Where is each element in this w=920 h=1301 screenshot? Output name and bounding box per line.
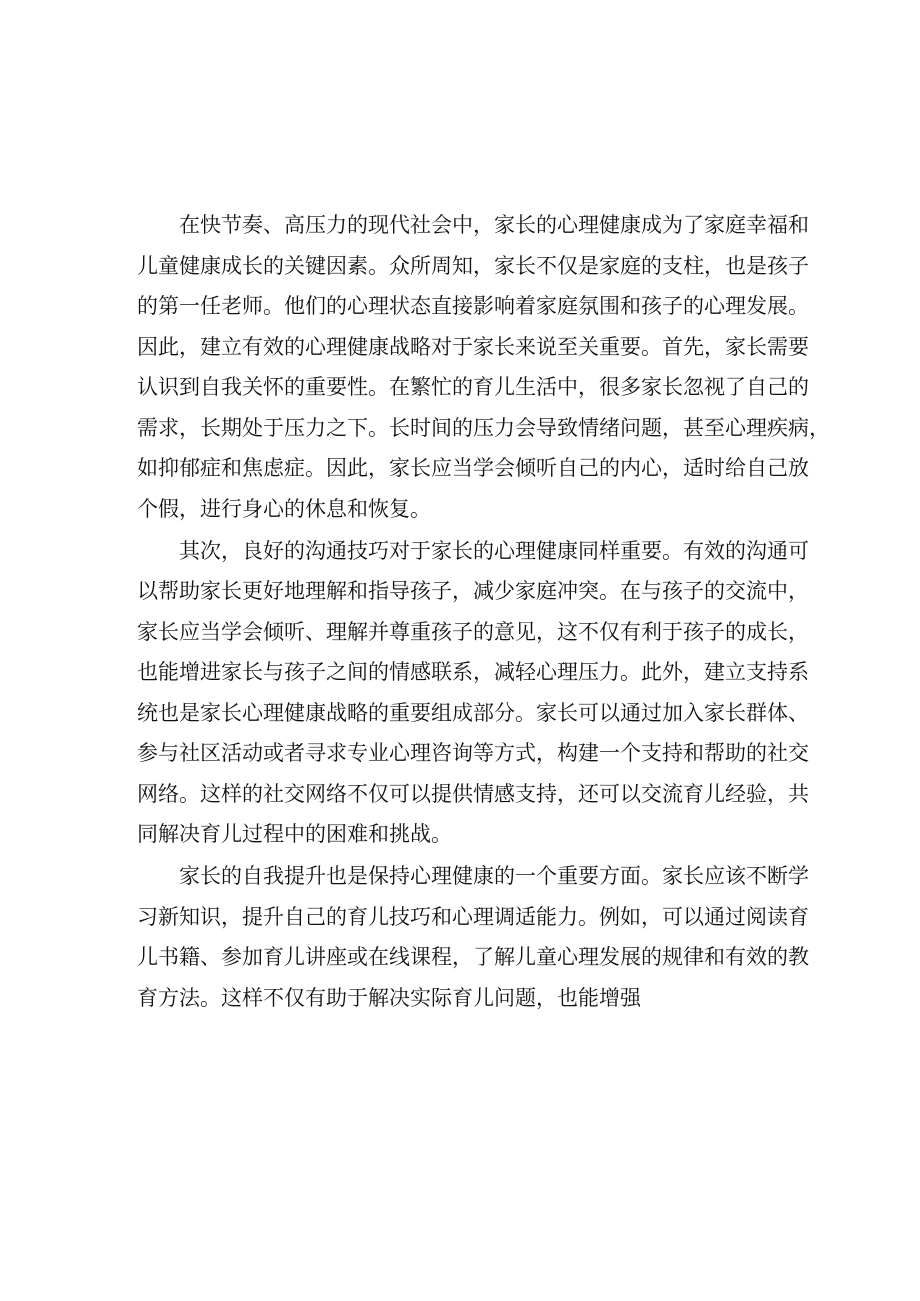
paragraph-line: 网络。这样的社交网络不仅可以提供情感支持，还可以交流育儿经验，共 (137, 781, 809, 806)
paragraph-line: 育方法。这样不仅有助于解决实际育儿问题，也能增强 (137, 985, 641, 1010)
paragraph-2 (137, 531, 809, 855)
paragraph-line: 儿童健康成长的关键因素。众所周知，家长不仅是家庭的支柱，也是孩子 (137, 253, 809, 278)
paragraph-line: 习新知识，提升自己的育儿技巧和心理调适能力。例如，可以通过阅读育 (137, 904, 809, 929)
paragraph-line: 以帮助家长更好地理解和指导孩子，减少家庭冲突。在与孩子的交流中， (137, 579, 809, 603)
paragraph-line: 统也是家长心理健康战略的重要组成部分。家长可以通过加入家长群体、 (137, 700, 809, 725)
paragraph-line: 认识到自我关怀的重要性。在繁忙的育儿生活中，很多家长忽视了自己的 (137, 375, 809, 399)
paragraph-line: 如抑郁症和焦虑症。因此，家长应当学会倾听自己的内心，适时给自己放 (137, 456, 809, 480)
document-body (137, 205, 830, 1018)
paragraph-line: 参与社区活动或者寻求专业心理咨询等方式，构建一个支持和帮助的社交 (137, 741, 809, 765)
paragraph-line: 家长的自我提升也是保持心理健康的一个重要方面。家长应该不断学 (179, 864, 809, 888)
paragraph-line: 家长应当学会倾听、理解并尊重孩子的意见，这不仅有利于孩子的成长， (137, 619, 809, 644)
paragraph-line: 需求，长期处于压力之下。长时间的压力会导致情绪问题，甚至心理疾病， (137, 415, 830, 440)
paragraph-1 (137, 205, 830, 529)
paragraph-line: 其次，良好的沟通技巧对于家长的心理健康同样重要。有效的沟通可 (179, 538, 809, 563)
paragraph-3 (137, 856, 809, 1018)
paragraph-line: 儿书籍、参加育儿讲座或在线课程，了解儿童心理发展的规律和有效的教 (137, 945, 809, 969)
paragraph-line: 也能增进家长与孩子之间的情感联系，减轻心理压力。此外，建立支持系 (137, 660, 809, 684)
paragraph-line: 的第一任老师。他们的心理状态直接影响着家庭氛围和孩子的心理发展。 (137, 294, 809, 318)
paragraph-line: 因此，建立有效的心理健康战略对于家长来说至关重要。首先，家长需要 (137, 334, 809, 359)
paragraph-line: 同解决育儿过程中的困难和挑战。 (137, 822, 452, 846)
paragraph-line: 个假，进行身心的休息和恢复。 (137, 496, 431, 521)
paragraph-line: 在快节奏、高压力的现代社会中，家长的心理健康成为了家庭幸福和 (179, 213, 809, 237)
